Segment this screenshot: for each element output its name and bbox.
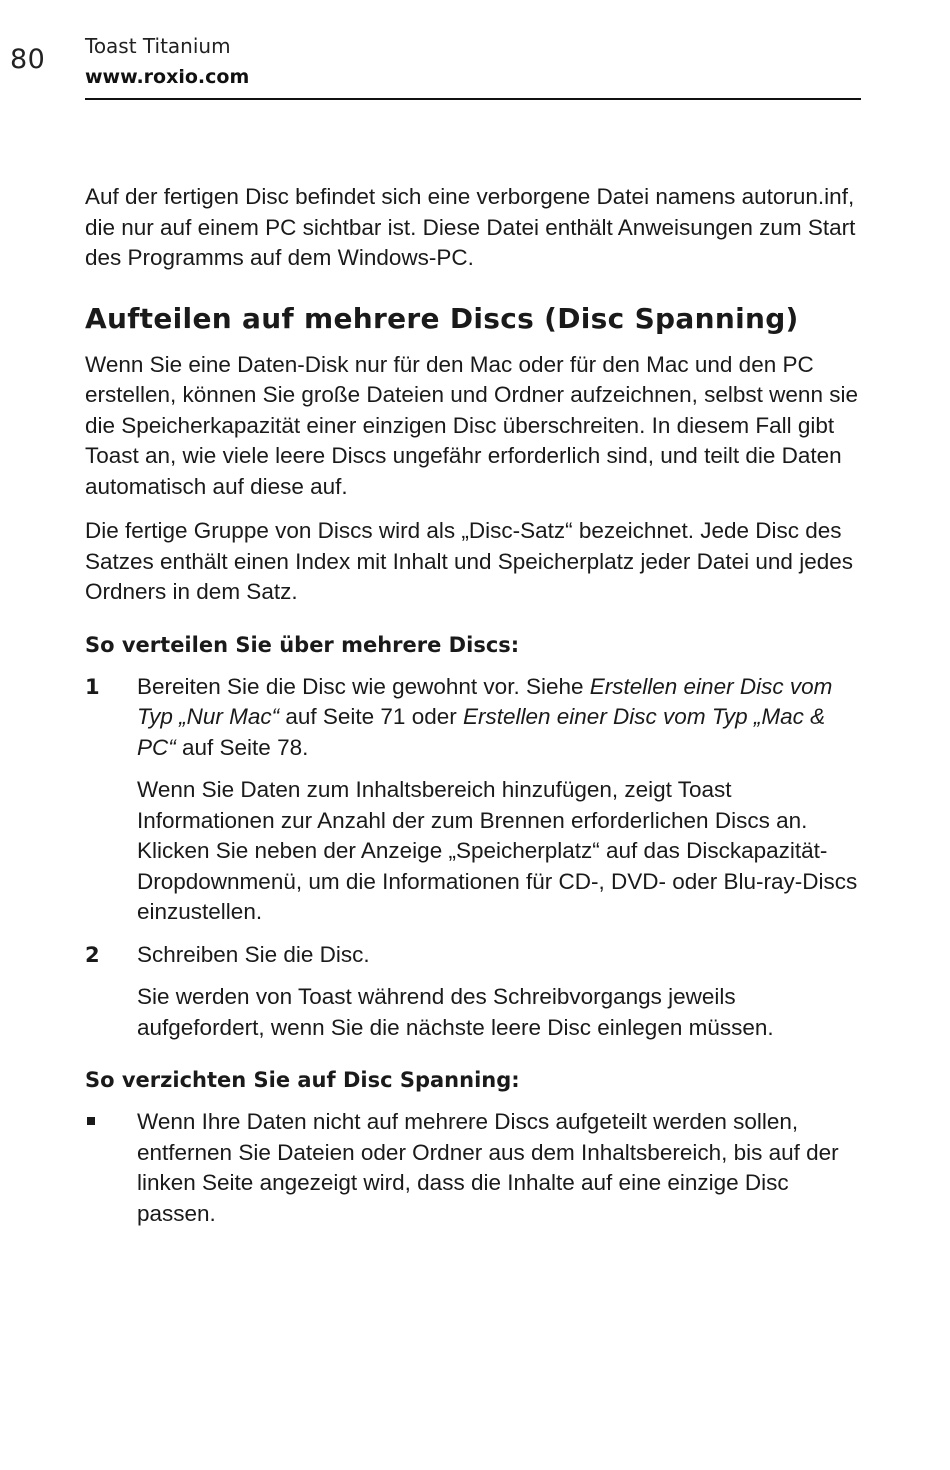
section-heading: Aufteilen auf mehrere Discs (Disc Spanning) xyxy=(85,301,799,335)
procedure-heading-no-spanning: So verzichten Sie auf Disc Spanning: xyxy=(85,1068,520,1092)
running-header-title: Toast Titanium xyxy=(85,34,231,58)
bullet-text: Wenn Ihre Daten nicht auf mehrere Discs aufgeteilt werden sollen, entfernen Sie Dateien oder Ordner aus dem Inhaltsbereich, bis auf der linken Seite angezeigt wird, dass die Inhalte auf eine einzige Disc passen. xyxy=(137,1109,839,1226)
step-text-part: Bereiten Sie die Disc wie gewohnt vor. Siehe xyxy=(137,673,590,699)
step-2 xyxy=(85,940,865,1044)
step-text: Schreiben Sie die Disc. xyxy=(137,941,370,967)
step-text-part: auf Seite 78. xyxy=(175,734,309,760)
section-paragraph-2: Die fertige Gruppe von Discs wird als „Disc-Satz“ bezeichnet. Jede Disc des Satzes enthält einen Index mit Inhalt und Speicherplatz jeder Datei und jedes Ordners in dem Satz. xyxy=(85,518,853,604)
step-subparagraph: Wenn Sie Daten zum Inhaltsbereich hinzufügen, zeigt Toast Informationen zur Anzahl der zum Brennen erforderlichen Discs an. Klicken Sie neben der Anzeige „Speicherplatz“ auf das Disckapazität-Dropdownmenü, um die Informationen für CD-, DVD- oder Blu-ray-Discs einzustellen. xyxy=(137,777,858,924)
step-number: 1 xyxy=(85,674,100,699)
running-header-url: www.roxio.com xyxy=(85,66,250,88)
bullet-item xyxy=(85,1107,865,1229)
header-divider xyxy=(85,98,861,100)
step-1 xyxy=(85,672,865,928)
intro-paragraph: Auf der fertigen Disc befindet sich eine verborgene Datei namens autorun.inf, die nur auf einem PC sichtbar ist. Diese Datei enthält Anweisungen zum Start des Programms auf dem Windows-PC. xyxy=(85,184,856,270)
step-subparagraph: Sie werden von Toast während des Schreibvorgangs jeweils aufgefordert, wenn Sie die nächste leere Disc einlegen müssen. xyxy=(137,984,774,1040)
section-paragraph-1: Wenn Sie eine Daten-Disk nur für den Mac oder für den Mac und den PC erstellen, können Sie große Dateien und Ordner aufzeichnen, selbst wenn sie die Speicherkapazität einer einzigen Disc überschreiten. In diesem Fall gibt Toast an, wie viele leere Discs ungefähr erforderlich sind, und teilt die Daten automatisch auf diese auf. xyxy=(85,351,858,499)
procedure-heading-spanning: So verteilen Sie über mehrere Discs: xyxy=(85,632,520,657)
step-text xyxy=(137,672,865,764)
page-content xyxy=(85,182,865,1229)
page-number: 80 xyxy=(10,44,46,75)
step-text-part: auf Seite 71 oder xyxy=(279,704,463,729)
bullet-square-icon xyxy=(87,1117,95,1125)
cross-reference-link[interactable]: Erstellen einer Disc vom Typ „Nur Mac“ xyxy=(137,673,833,729)
cross-reference-link[interactable]: Erstellen einer Disc vom Typ „Mac & PC“ xyxy=(137,704,826,760)
step-number: 2 xyxy=(85,942,100,967)
